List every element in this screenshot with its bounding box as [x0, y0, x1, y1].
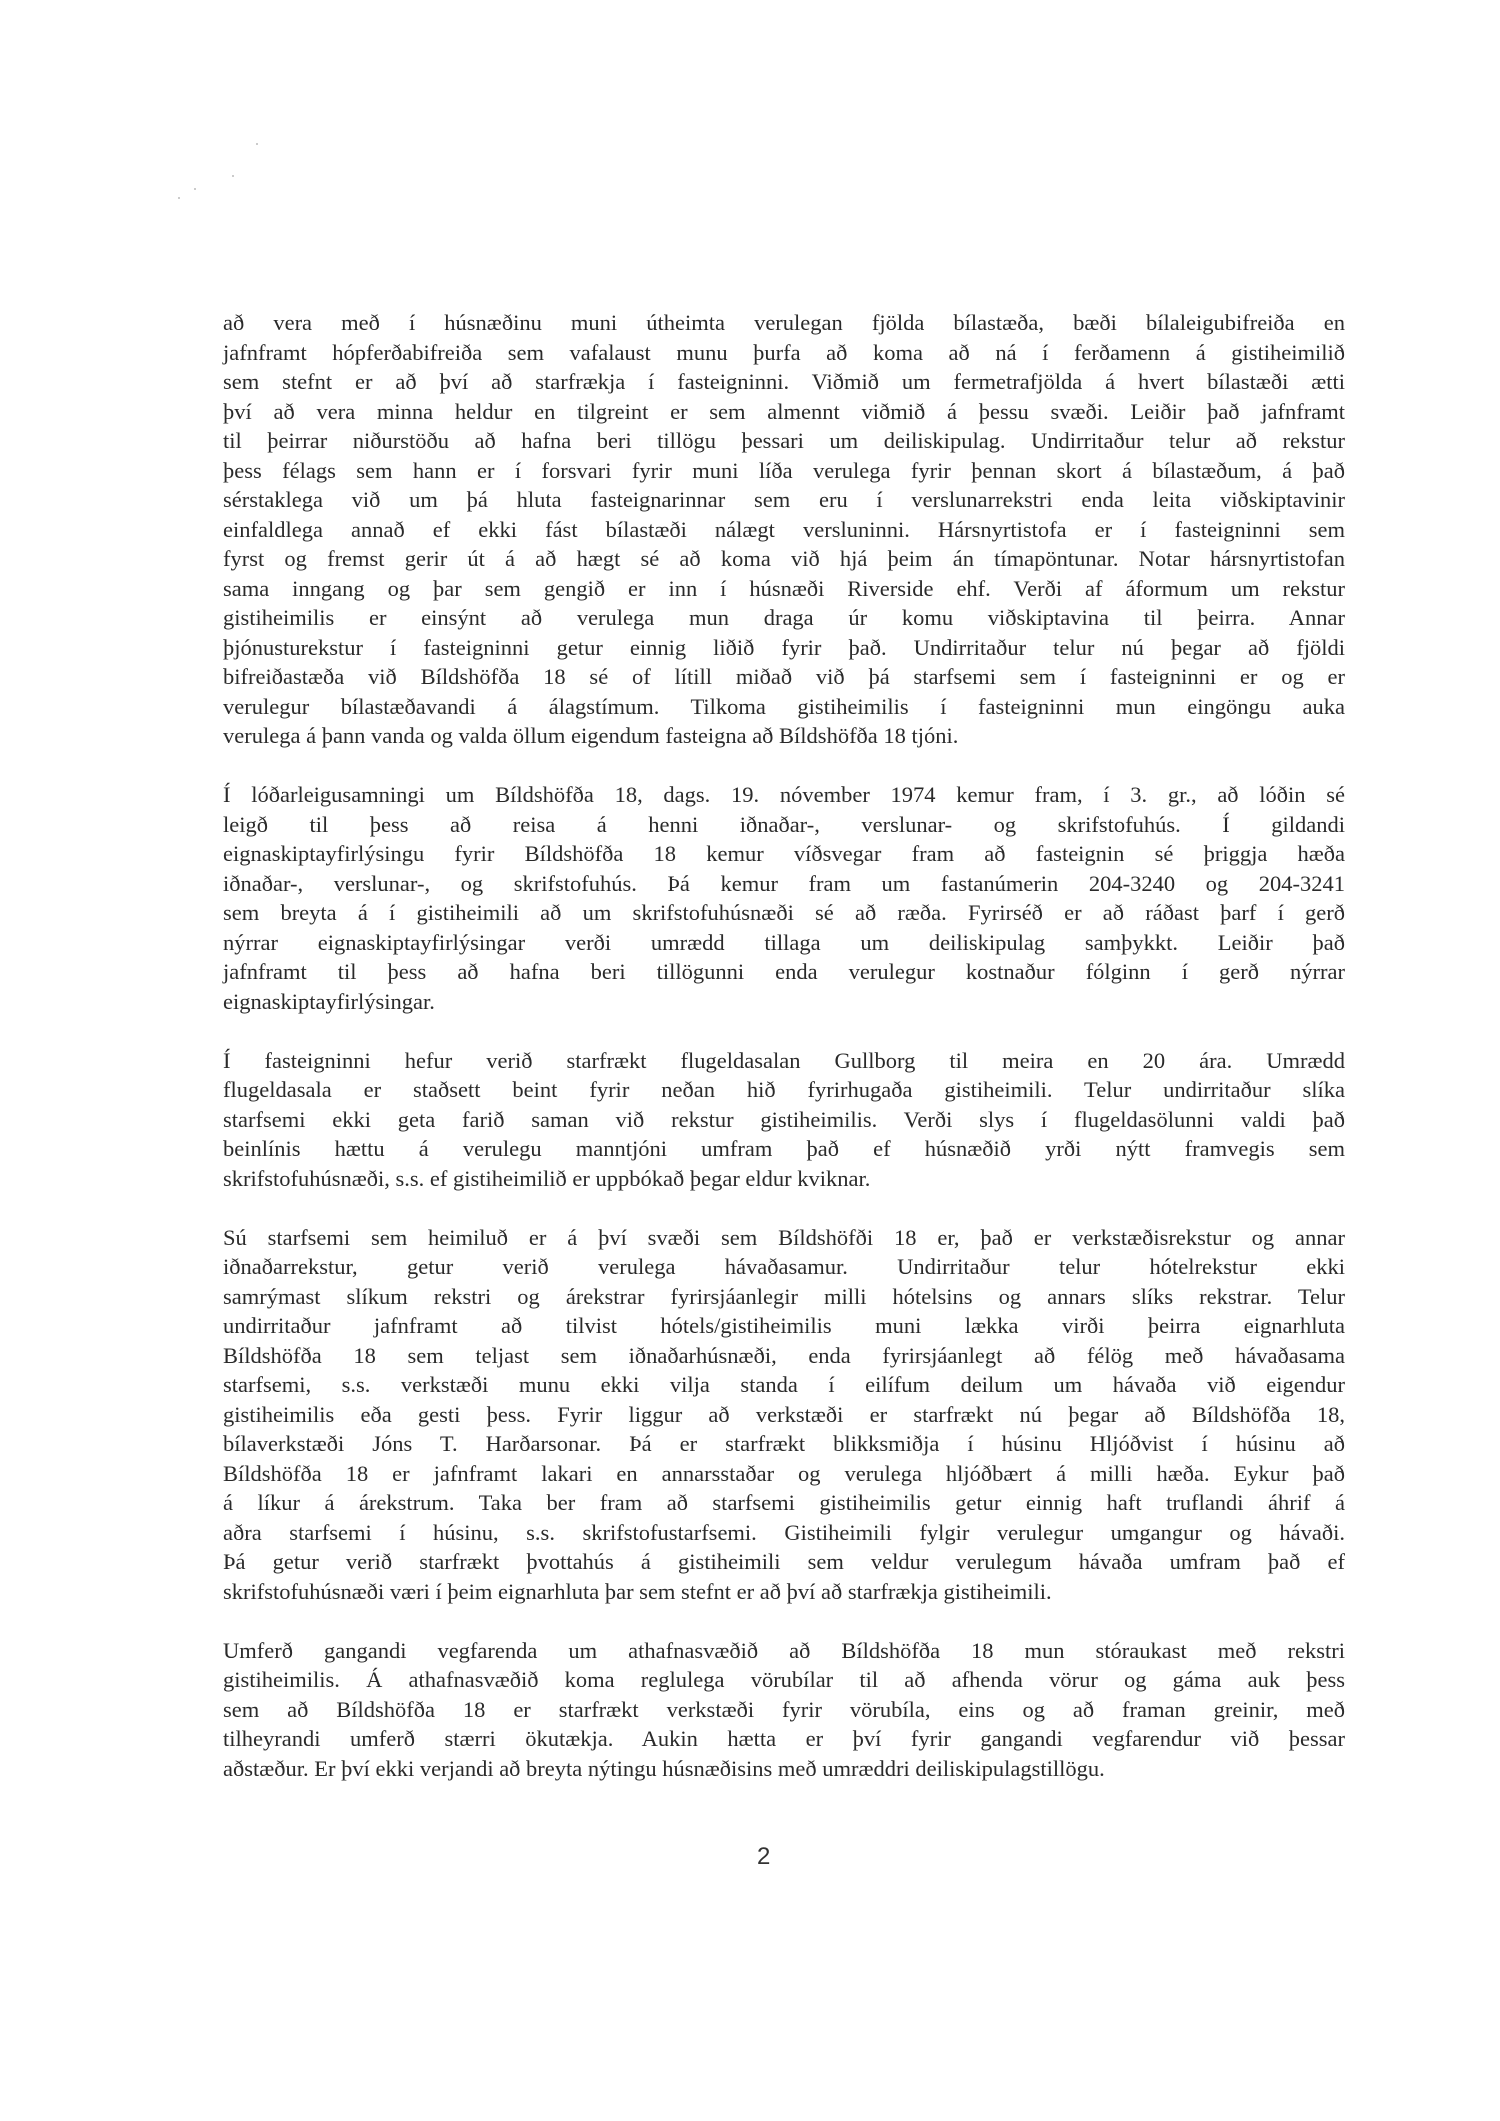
- text-line: Þá getur verið starfrækt þvottahús á gistiheimili sem veldur verulegum hávaða umfram það ef: [223, 1549, 1345, 1574]
- text-line: skrifstofuhúsnæði væri í þeim eignarhluta þar sem stefnt er að því að starfrækja gistiheimili.: [223, 1578, 1052, 1604]
- text-line: flugeldasala er staðsett beint fyrir neðan hið fyrirhugaða gistiheimili. Telur undirritaður slíka: [223, 1077, 1345, 1102]
- text-line: þess félags sem hann er í forsvari fyrir muni líða verulega fyrir þennan skort á bílastæðum, á það: [223, 457, 1345, 483]
- text-line: því að vera minna heldur en tilgreint er sem almennt viðmið á þessu svæði. Leiðir það jafnframt: [223, 398, 1345, 424]
- text-line: starfsemi ekki geta farið saman við rekstur gistiheimilis. Verði slys í flugeldasölunni valdi það: [223, 1106, 1345, 1132]
- text-line: gistiheimilis er einsýnt að verulega mun draga úr komu viðskiptavina til þeirra. Annar: [223, 605, 1345, 630]
- scan-speck: [256, 143, 258, 145]
- text-line: til þeirrar niðurstöðu að hafna beri tillögu þessari um deiliskipulag. Undirritaður telur að rekstur: [223, 428, 1345, 453]
- text-line: sem að Bíldshöfða 18 er starfrækt verkstæði fyrir vörubíla, eins og að framan greinir, með: [223, 1696, 1345, 1722]
- paragraph: [223, 308, 1345, 751]
- text-line: leigð til þess að reisa á henni iðnaðar-, verslunar- og skrifstofuhús. Í gildandi: [223, 811, 1345, 837]
- text-line: Í fasteigninni hefur verið starfrækt flugeldasalan Gullborg til meira en 20 ára. Umrædd: [223, 1047, 1345, 1073]
- text-line: undirritaður jafnframt að tilvist hótels/gistiheimilis muni lækka virði þeirra eignarhluta: [223, 1313, 1345, 1338]
- text-line: sérstaklega við um þá hluta fasteignarinnar sem eru í verslunarrekstri enda leita viðskiptavinir: [223, 487, 1345, 512]
- text-line: jafnframt hópferðabifreiða sem vafalaust munu þurfa að koma að ná í ferðamenn á gistiheimilið: [223, 339, 1345, 365]
- text-line: sem breyta á í gistiheimili að um skrifstofuhúsnæði sé að ræða. Fyrirséð er að ráðast þarf í gerð: [223, 900, 1345, 925]
- scan-speck: [178, 197, 180, 199]
- text-line: starfsemi, s.s. verkstæði munu ekki vilja standa í eilífum deilum um hávaða við eigendur: [223, 1372, 1345, 1397]
- text-line: verulegur bílastæðavandi á álagstímum. Tilkoma gistiheimilis í fasteigninni mun eingöngu auka: [223, 693, 1345, 719]
- text-line: gistiheimilis. Á athafnasvæðið koma reglulega vörubílar til að afhenda vörur og gáma auk þess: [223, 1667, 1345, 1692]
- text-line: iðnaðarrekstur, getur verið verulega hávaðasamur. Undirritaður telur hótelrekstur ekki: [223, 1254, 1345, 1279]
- paragraph: [223, 1223, 1345, 1607]
- scan-speck: [232, 175, 234, 177]
- text-line: Í lóðarleigusamningi um Bíldshöfða 18, dags. 19. nóvember 1974 kemur fram, í 3. gr., að lóðin sé: [223, 782, 1345, 807]
- text-line: þjónusturekstur í fasteigninni getur einnig liðið fyrir það. Undirritaður telur nú þegar að fjöldi: [223, 634, 1345, 660]
- text-line: skrifstofuhúsnæði, s.s. ef gistiheimilið er uppbókað þegar eldur kviknar.: [223, 1165, 871, 1191]
- text-line: einfaldlega annað ef ekki fást bílastæði nálægt versluninni. Hársnyrtistofa er í fasteigninni sem: [223, 516, 1345, 542]
- scan-speck: [194, 188, 196, 190]
- text-line: Sú starfsemi sem heimiluð er á því svæði sem Bíldshöfði 18 er, það er verkstæðisrekstur og annar: [223, 1224, 1345, 1250]
- text-line: iðnaðar-, verslunar-, og skrifstofuhús. Þá kemur fram um fastanúmerin 204-3240 og 204-3241: [223, 870, 1345, 896]
- text-line: Umferð gangandi vegfarenda um athafnasvæðið að Bíldshöfða 18 mun stóraukast með rekstri: [223, 1637, 1345, 1663]
- text-line: nýrrar eignaskiptayfirlýsingar verði umrædd tillaga um deiliskipulag samþykkt. Leiðir það: [223, 929, 1345, 955]
- text-line: Bíldshöfða 18 er jafnframt lakari en annarsstaðar og verulega hljóðbært á milli hæða. Eykur það: [223, 1460, 1345, 1486]
- text-line: verulega á þann vanda og valda öllum eigendum fasteigna að Bíldshöfða 18 tjóni.: [223, 723, 959, 748]
- text-line: Bíldshöfða 18 sem teljast sem iðnaðarhúsnæði, enda fyrirsjáanlegt að félög með hávaðasama: [223, 1342, 1345, 1368]
- paragraph: [223, 1046, 1345, 1194]
- text-line: sama inngang og þar sem gengið er inn í húsnæði Riverside ehf. Verði af áformum um rekstur: [223, 575, 1345, 601]
- text-line: bifreiðastæða við Bíldshöfða 18 sé of lítill miðað við þá starfsemi sem í fasteigninni er og er: [223, 664, 1345, 689]
- text-line: bílaverkstæði Jóns T. Harðarsonar. Þá er starfrækt blikksmiðja í húsinu Hljóðvist í húsinu að: [223, 1431, 1345, 1456]
- text-line: aðra starfsemi í húsinu, s.s. skrifstofustarfsemi. Gistiheimili fylgir verulegur umgangur og hávaði.: [223, 1519, 1345, 1545]
- text-line: á líkur á árekstrum. Taka ber fram að starfsemi gistiheimilis getur einnig haft truflandi áhrif á: [223, 1490, 1345, 1515]
- page-number: 2: [757, 1843, 771, 1870]
- paragraph: [223, 780, 1345, 1016]
- text-line: samrýmast slíkum rekstri og árekstrar fyrirsjáanlegir milli hótelsins og annars slíks rekstrar. Telur: [223, 1283, 1345, 1309]
- text-line: að vera með í húsnæðinu muni útheimta verulegan fjölda bílastæða, bæði bílaleigubifreiða en: [223, 310, 1345, 335]
- text-line: fyrst og fremst gerir út á að hægt sé að koma við hjá þeim án tímapöntunar. Notar hársnyrtistofan: [223, 546, 1345, 571]
- text-line: aðstæður. Er því ekki verjandi að breyta nýtingu húsnæðisins með umræddri deiliskipulagstillögu.: [223, 1755, 1105, 1781]
- text-line: beinlínis hættu á verulegu manntjóni umfram það ef húsnæðið yrði nýtt framvegis sem: [223, 1136, 1345, 1161]
- text-line: gistiheimilis eða gesti þess. Fyrir liggur að verkstæði er starfrækt nú þegar að Bíldshöfða 18,: [223, 1401, 1345, 1427]
- document-body: [223, 308, 1345, 1813]
- text-line: eignaskiptayfirlýsingu fyrir Bíldshöfða 18 kemur víðsvegar fram að fasteignin sé þriggja hæða: [223, 841, 1345, 866]
- text-line: tilheyrandi umferð stærri ökutækja. Aukin hætta er því fyrir gangandi vegfarendur við þessar: [223, 1726, 1345, 1751]
- text-line: sem stefnt er að því að starfrækja í fasteigninni. Viðmið um fermetrafjölda á hvert bílastæði ætti: [223, 369, 1345, 394]
- text-line: jafnframt til þess að hafna beri tillögunni enda verulegur kostnaður fólginn í gerð nýrrar: [223, 959, 1345, 984]
- paragraph: [223, 1636, 1345, 1784]
- text-line: eignaskiptayfirlýsingar.: [223, 988, 435, 1014]
